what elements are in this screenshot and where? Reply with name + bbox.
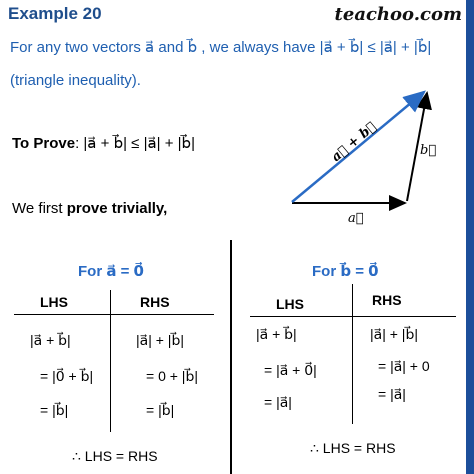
trivial-line	[12, 200, 167, 217]
trivial-bold: prove trivially,	[66, 200, 168, 217]
to-prove-line	[12, 134, 195, 152]
triangle-diagram	[270, 80, 445, 230]
case-left-lhs-row-1: |a⃗ + b⃗|	[30, 332, 71, 348]
case-right-lhs-row-3: = |a⃗|	[264, 394, 292, 410]
cases-divider	[230, 240, 232, 474]
example-title: Example 20	[8, 4, 102, 23]
to-prove-label: To Prove	[12, 135, 76, 152]
case-left-lhs-row-2: = |0⃗ + b⃗|	[40, 368, 94, 384]
case-right-lhs-row-1: |a⃗ + b⃗|	[256, 326, 297, 342]
case-right-lhs-header: LHS	[276, 296, 304, 312]
intro-line-2: (triangle inequality).	[10, 72, 141, 89]
trivial-prefix: We first	[12, 200, 67, 217]
vector-a-label: a⃗	[348, 211, 364, 226]
case-right-rhs-row-2: = |a⃗| + 0	[378, 358, 430, 374]
vector-sum-label: a⃗ + b⃗	[328, 119, 380, 166]
case-left-rhs-row-2: = 0 + |b⃗|	[146, 368, 198, 384]
case-right-rhs-row-3: = |a⃗|	[378, 386, 406, 402]
case-left-rhs-row-3: = |b⃗|	[146, 402, 175, 418]
case-left-conclusion: ∴ LHS = RHS	[72, 448, 158, 464]
case-right-conclusion: ∴ LHS = RHS	[310, 440, 396, 456]
intro-line-1: For any two vectors a⃗ and b⃗ , we always have |a⃗ + b⃗| ≤ |a⃗| + |b⃗|	[10, 39, 432, 56]
side-accent-bar	[466, 0, 474, 474]
case-right-title: For b⃗ = 0⃗	[312, 263, 379, 280]
case-left-title: For a⃗ = 0⃗	[78, 263, 144, 280]
case-left-column-rule	[110, 290, 111, 432]
case-right-rhs-row-1: |a⃗| + |b⃗|	[370, 326, 418, 342]
case-right-column-rule	[352, 284, 353, 424]
case-left-lhs-header: LHS	[40, 294, 68, 310]
case-left-rhs-row-1: |a⃗| + |b⃗|	[136, 332, 184, 348]
case-left-header-rule	[14, 314, 214, 315]
brand-logo[interactable]: teachoo.com	[334, 4, 462, 25]
to-prove-statement: : |a⃗ + b⃗| ≤ |a⃗| + |b⃗|	[75, 135, 195, 152]
case-left-rhs-header: RHS	[140, 294, 170, 310]
vector-b-label: b⃗	[420, 143, 437, 158]
case-right-header-rule	[250, 316, 456, 317]
case-left-lhs-row-3: = |b⃗|	[40, 402, 69, 418]
case-right-rhs-header: RHS	[372, 292, 402, 308]
case-right-lhs-row-2: = |a⃗ + 0⃗|	[264, 362, 317, 378]
